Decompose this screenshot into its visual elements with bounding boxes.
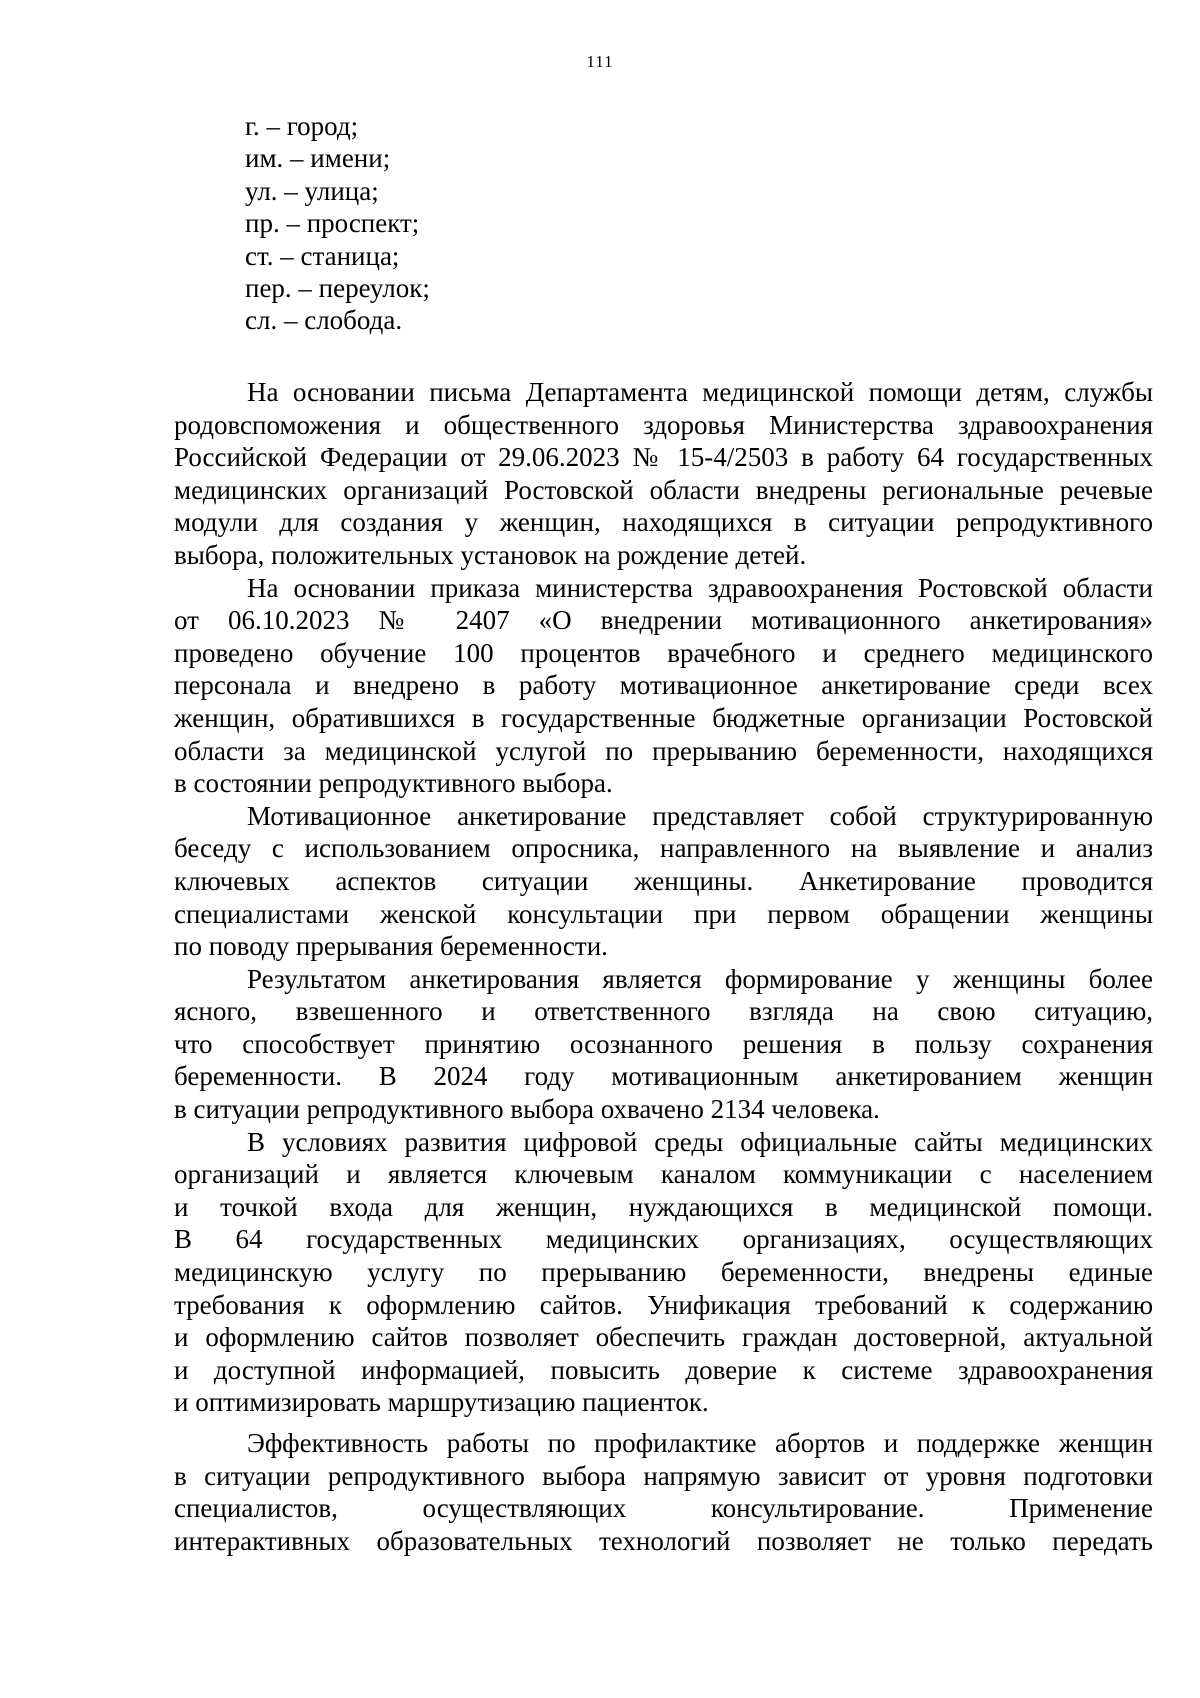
abbreviation-item: пер. – переулок; <box>245 273 430 304</box>
text-line: и оптимизировать маршрутизацию пациенток. <box>174 1387 709 1418</box>
text-line: организаций и является ключевым каналом коммуникации с населением <box>174 1159 1153 1190</box>
abbreviation-item: им. – имени; <box>245 143 391 174</box>
text-line: ясного, взвешенного и ответственного взгляда на свою ситуацию, <box>174 996 1153 1027</box>
text-line: области за медицинской услугой по прерыванию беременности, находящихся <box>174 735 1153 766</box>
paragraph <box>174 800 1153 963</box>
paragraph <box>174 572 1153 800</box>
text-line: в ситуации репродуктивного выбора напрямую зависит от уровня подготовки <box>174 1460 1153 1491</box>
text-line: специалистов, осуществляющих консультирование. Применение <box>174 1493 1153 1524</box>
text-line: беременности. В 2024 году мотивационным анкетированием женщин <box>174 1061 1153 1092</box>
abbreviation-item: ст. – станица; <box>245 240 400 271</box>
abbreviation-item: г. – город; <box>245 111 359 141</box>
text-line: проведено обучение 100 процентов врачебного и среднего медицинского <box>174 637 1153 668</box>
text-line: персонала и внедрено в работу мотивационное анкетирование среди всех <box>174 670 1153 701</box>
text-line: что способствует принятию осознанного решения в пользу сохранения <box>174 1028 1153 1059</box>
text-line: На основании письма Департамента медицинской помощи детям, службы <box>247 377 1153 407</box>
text-line: модули для создания у женщин, находящихся в ситуации репродуктивного <box>174 507 1153 538</box>
text-line: требования к оформлению сайтов. Унификация требований к содержанию <box>174 1289 1153 1320</box>
text-line: и точкой входа для женщин, нуждающихся в медицинской помощи. <box>174 1191 1153 1222</box>
paragraph <box>174 1427 1153 1557</box>
text-line: На основании приказа министерства здравоохранения Ростовской области <box>247 572 1153 603</box>
text-line: и оформлению сайтов позволяет обеспечить граждан достоверной, актуальной <box>174 1322 1153 1353</box>
text-line: в ситуации репродуктивного выбора охвачено 2134 человека. <box>174 1094 880 1125</box>
text-line: медицинскую услугу по прерыванию беременности, внедрены единые <box>174 1257 1153 1288</box>
paragraph <box>174 376 1153 572</box>
text-line: выбора, положительных установок на рождение детей. <box>174 539 807 570</box>
text-line: от 06.10.2023 № 2407 «О внедрении мотивационного анкетирования» <box>174 605 1153 636</box>
text-line: в состоянии репродуктивного выбора. <box>174 768 613 799</box>
page-number: 111 <box>586 52 614 71</box>
document-body <box>174 376 1153 1557</box>
paragraph <box>174 963 1153 1126</box>
text-line: женщин, обратившихся в государственные бюджетные организации Ростовской <box>174 702 1153 733</box>
text-line: и доступной информацией, повысить доверие к системе здравоохранения <box>174 1354 1153 1385</box>
text-line: Эффективность работы по профилактике абортов и поддержке женщин <box>247 1428 1153 1458</box>
abbreviation-list <box>245 110 430 337</box>
text-line: Мотивационное анкетирование представляет собой структурированную <box>247 800 1153 831</box>
text-line: Российской Федерации от 29.06.2023 № 15-4/2503 в работу 64 государственных <box>174 442 1153 473</box>
text-line: В условиях развития цифровой среды официальные сайты медицинских <box>247 1126 1153 1157</box>
abbreviation-item: сл. – слобода. <box>245 305 403 336</box>
abbreviation-item: пр. – проспект; <box>245 208 420 239</box>
text-line: ключевых аспектов ситуации женщины. Анкетирование проводится <box>174 865 1153 896</box>
text-line: по поводу прерывания беременности. <box>174 931 608 962</box>
text-line: родовспоможения и общественного здоровья Министерства здравоохранения <box>174 409 1153 440</box>
text-line: В 64 государственных медицинских организациях, осуществляющих <box>174 1224 1153 1255</box>
text-line: интерактивных образовательных технологий позволяет не только передать <box>174 1525 1153 1556</box>
text-line: медицинских организаций Ростовской области внедрены региональные речевые <box>174 474 1153 505</box>
paragraph <box>174 1126 1153 1419</box>
text-line: беседу с использованием опросника, направленного на выявление и анализ <box>174 833 1153 864</box>
text-line: Результатом анкетирования является формирование у женщины более <box>247 963 1153 994</box>
abbreviation-item: ул. – улица; <box>245 175 379 206</box>
text-line: специалистами женской консультации при первом обращении женщины <box>174 898 1153 929</box>
